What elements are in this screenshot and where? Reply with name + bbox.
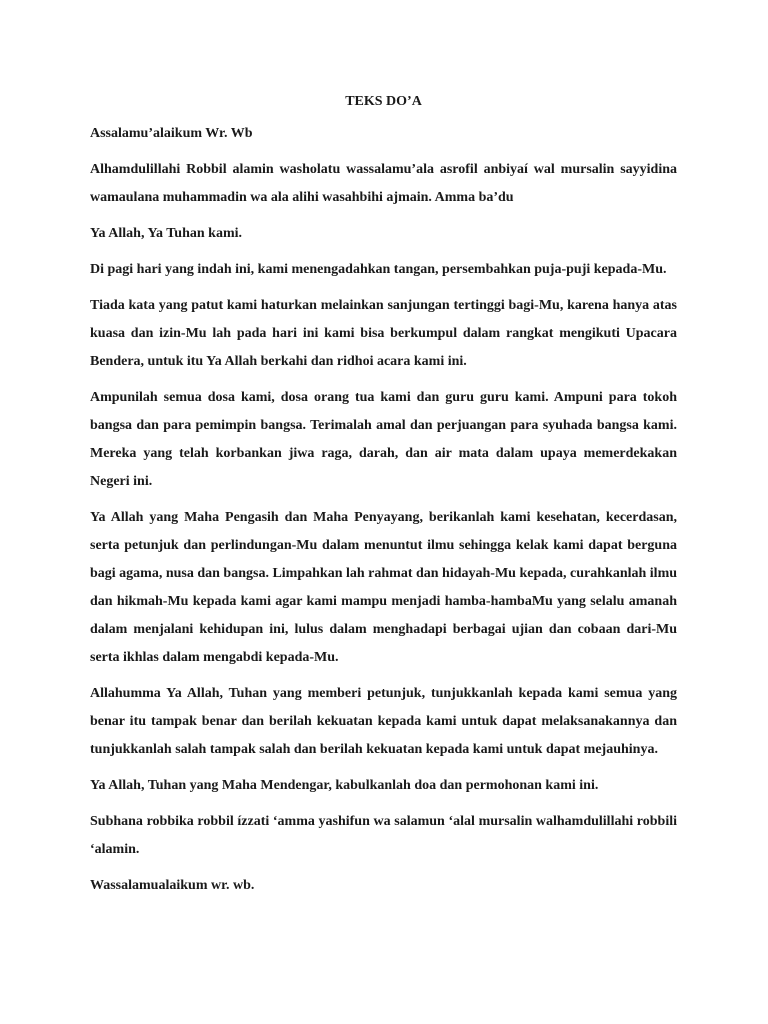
document-body [90, 92, 677, 908]
paragraph-guidance: Allahumma Ya Allah, Tuhan yang memberi petunjuk, tunjukkanlah kepada kami semua yang benar itu tampak benar dan berilah kekuatan kepada kami untuk dapat melaksanakannya dan tunjukkanlah salah tampak salah dan berilah kekuatan kepada kami untuk dapat mejauhinya. [90, 686, 677, 757]
paragraph-farewell: Wassalamualaikum wr. wb. [90, 878, 255, 893]
paragraph-plea: Ya Allah, Tuhan yang Maha Mendengar, kabulkanlah doa dan permohonan kami ini. [90, 778, 599, 793]
paragraph-praise: Di pagi hari yang indah ini, kami menengadahkan tangan, persembahkan puja-puji kepada-Mu. [90, 262, 667, 277]
paragraph-invocation: Ya Allah, Ya Tuhan kami. [90, 226, 242, 241]
paragraph-greeting: Assalamu’alaikum Wr. Wb [90, 126, 253, 141]
paragraph-closing-prayer: Subhana robbika robbil ízzati ‘amma yashifun wa salamun ‘alal mursalin walhamdulillahi robbili ‘alamin. [90, 814, 677, 857]
document-title: TEKS DO’A [345, 94, 422, 109]
paragraph-gratitude: Tiada kata yang patut kami haturkan melainkan sanjungan tertinggi bagi-Mu, karena hanya atas kuasa dan izin-Mu lah pada hari ini kami bisa berkumpul dalam rangkat mengikuti Upacara Bendera, untuk itu Ya Allah berkahi dan ridhoi acara kami ini. [90, 298, 677, 369]
paragraph-blessing: Ya Allah yang Maha Pengasih dan Maha Penyayang, berikanlah kami kesehatan, kecerdasan, serta petunjuk dan perlindungan-Mu dalam menuntut ilmu sehingga kelak kami dapat berguna bagi agama, nusa dan bangsa. Limpahkan lah rahmat dan hidayah-Mu kepada, curahkanlah ilmu dan hikmah-Mu kepada kami agar kami mampu menjadi hamba-hambaMu yang selalu amanah dalam menjalani kehidupan ini, lulus dalam menghadapi berbagai ujian dan cobaan dari-Mu serta ikhlas dalam mengabdi kepada-Mu. [90, 510, 678, 665]
paragraph-forgiveness: Ampunilah semua dosa kami, dosa orang tua kami dan guru guru kami. Ampuni para tokoh bangsa dan para pemimpin bangsa. Terimalah amal dan perjuangan para syuhada bangsa kami. Mereka yang telah korbankan jiwa raga, darah, dan air mata dalam upaya memerdekakan Negeri ini. [90, 390, 677, 489]
paragraph-opening: Alhamdulillahi Robbil alamin washolatu wassalamu’ala asrofil anbiyaí wal mursalin sayyidina wamaulana muhammadin wa ala alihi wasahbihi ajmain. Amma ba’du [90, 162, 677, 205]
